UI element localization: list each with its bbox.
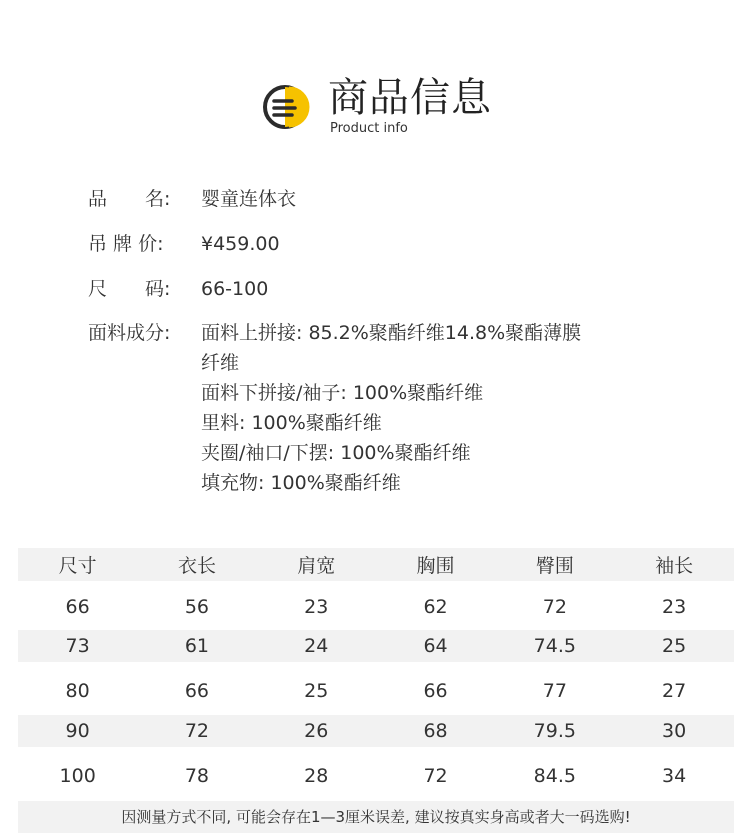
table-cell: 61 (184, 635, 210, 657)
name-value: 婴童连体衣 (201, 188, 297, 210)
table-cell: 56 (184, 595, 210, 618)
table-cell: 100 (59, 764, 96, 787)
price-label: 吊 牌 价: (88, 233, 164, 255)
table-cell: 72 (423, 764, 448, 787)
table-cell: 74.5 (533, 635, 576, 657)
product-info-header (0, 0, 750, 150)
table-cell: 23 (662, 595, 687, 618)
material-line: 夹圈/袖口/下摆: 100%聚酯纤维 (201, 442, 471, 464)
table-header-cell: 袖长 (655, 555, 694, 577)
table-cell: 25 (662, 635, 687, 657)
table-cell: 84.5 (533, 764, 576, 787)
table-header-cell: 胸围 (416, 555, 455, 577)
table-cell: 80 (65, 679, 90, 702)
size-label: 尺 码: (88, 278, 171, 300)
table-row (18, 715, 734, 747)
table-cell: 72 (542, 595, 567, 618)
page-subtitle: Product info (330, 121, 408, 136)
material-values (201, 318, 651, 498)
table-cell: 24 (304, 635, 329, 657)
table-cell: 23 (304, 595, 329, 618)
table-header-cell: 尺寸 (58, 555, 97, 577)
material-line: 里料: 100%聚酯纤维 (201, 412, 382, 434)
name-label: 品 名: (88, 188, 171, 210)
table-cell: 72 (184, 720, 210, 742)
table-cell: 66 (65, 595, 90, 618)
table-cell: 27 (662, 679, 687, 702)
table-header-cell: 臀围 (535, 555, 574, 577)
table-cell: 68 (423, 720, 448, 742)
table-cell: 26 (304, 720, 329, 742)
table-row (18, 672, 734, 709)
table-cell: 62 (423, 595, 448, 618)
table-cell: 66 (184, 679, 210, 702)
table-row (18, 588, 734, 625)
table-cell: 90 (65, 720, 90, 742)
material-line: 纤维 (201, 352, 240, 374)
material-label: 面料成分: (88, 322, 171, 344)
table-cell: 79.5 (533, 720, 576, 742)
table-cell: 64 (423, 635, 448, 657)
size-error-note: 因测量方式不同, 可能会存在1—3厘米误差, 建议按真实身高或者大一码选购! (18, 801, 734, 833)
table-header-row (18, 548, 734, 581)
table-row (18, 630, 734, 662)
table-cell: 77 (542, 679, 567, 702)
table-header-cell: 肩宽 (297, 555, 336, 577)
page-title: 商品信息 (328, 75, 492, 121)
table-row (18, 757, 734, 794)
info-list-icon (262, 84, 312, 130)
table-cell: 34 (662, 764, 687, 787)
table-cell: 25 (304, 679, 329, 702)
size-value: 66-100 (201, 278, 269, 300)
table-cell: 30 (662, 720, 687, 742)
material-line: 填充物: 100%聚酯纤维 (201, 472, 401, 494)
table-header-cell: 衣长 (177, 555, 216, 577)
material-line: 面料上拼接: 85.2%聚酯纤维14.8%聚酯薄膜 (201, 322, 582, 344)
table-cell: 28 (304, 764, 329, 787)
price-value: ¥459.00 (201, 233, 280, 255)
table-cell: 66 (423, 679, 448, 702)
table-cell: 73 (65, 635, 90, 657)
material-line: 面料下拼接/袖子: 100%聚酯纤维 (201, 382, 484, 404)
table-cell: 78 (184, 764, 210, 787)
